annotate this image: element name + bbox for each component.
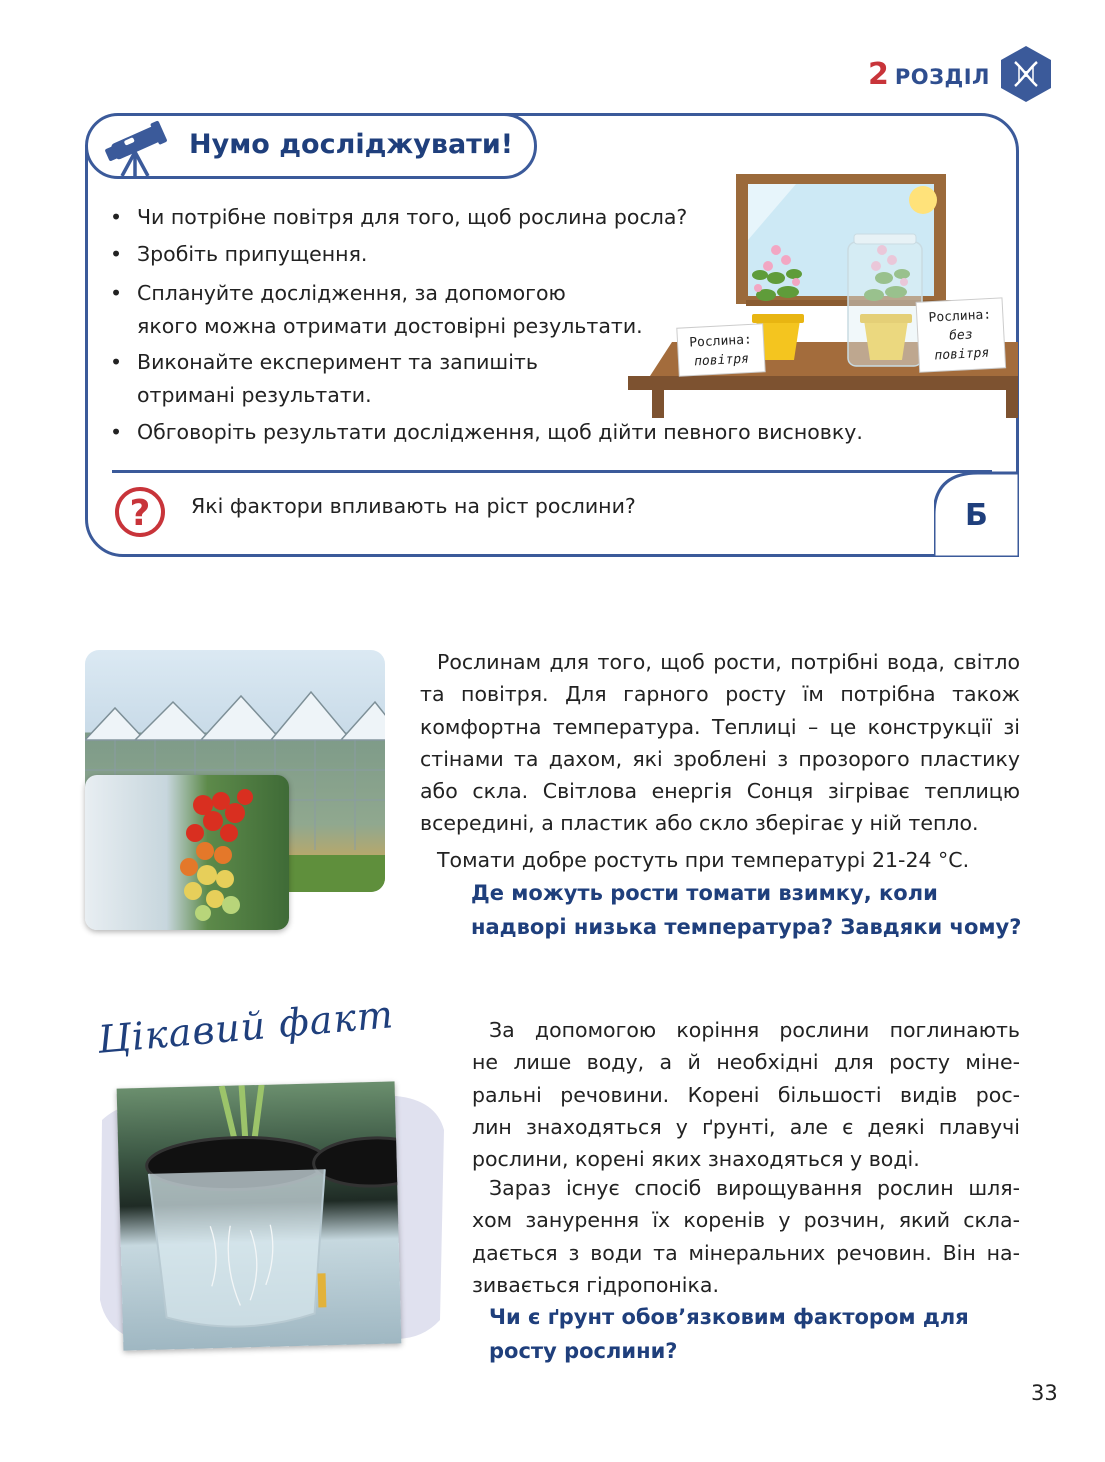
label-right-line3: повітря [934, 345, 990, 364]
fact-question [489, 1300, 969, 1368]
bullet-dot: • [110, 281, 123, 305]
paragraph-line: рослини, корені яких знаходяться у воді. [472, 1147, 920, 1172]
paragraph-line: комфортна температура. Теплиці – це конструкції зі [420, 714, 1020, 739]
page-number: 33 [1031, 1381, 1058, 1405]
paragraph-line: зивається гідропоніка. [472, 1272, 719, 1297]
telescope-icon [102, 120, 172, 178]
label-right-line2: без [948, 327, 973, 344]
bullet-dot: • [110, 242, 123, 266]
paragraph-line: хом занурення їх коренів у розчин, який скла- [472, 1208, 1020, 1233]
section-word: РОЗДІЛ [894, 64, 990, 89]
paragraph-line: стінами та дахом, які зроблені з прозорого пластику [420, 746, 1020, 771]
temperature-line: Томати добре ростуть при температурі 21-24 °С. [437, 847, 970, 872]
section-tag [868, 44, 1054, 104]
paragraph-line: дається з води та мінеральних речовин. Він на- [472, 1240, 1020, 1265]
paragraph-line: ральні речовини. Корені більшості видів рос- [472, 1082, 1020, 1107]
bullet-dot: • [110, 205, 123, 229]
bullet-dot: • [110, 420, 123, 444]
dna-icon [998, 44, 1054, 104]
paragraph-line: Зараз існує спосіб вирощування рослин шля- [489, 1176, 1020, 1200]
bullet-text: Виконайте експеримент та запишіть [137, 350, 538, 374]
corner-letter: Б [965, 498, 988, 533]
fact-paragraph-1 [472, 1014, 1020, 1175]
research-title: Нумо досліджувати! [189, 129, 514, 160]
question-line: Чи є ґрунт обов’язковим фактором для [489, 1305, 969, 1329]
paragraph-line: Рослинам для того, щоб рости, потрібні вода, світло [437, 650, 1020, 674]
section-number: 2 [868, 56, 889, 92]
tomatoes-image [85, 775, 289, 930]
label-left-line2: повітря [693, 351, 750, 370]
paragraph-line: не лише воду, а й необхідні для росту міне- [472, 1050, 1020, 1075]
bullet-text: отримані результати. [137, 383, 372, 407]
bullet-text: Обговоріть результати дослідження, щоб дійти певного висновку. [137, 420, 863, 444]
bullet-dot: • [110, 350, 123, 374]
question-mark-icon [113, 485, 167, 539]
hydroponics-image [117, 1081, 402, 1350]
paragraph-line: та повітря. Для гарного росту їм потрібна також [420, 682, 1020, 707]
svg-text:?: ? [129, 493, 151, 534]
sun-icon [909, 186, 937, 214]
bullet-text: якого можна отримати достовірні результати. [137, 314, 643, 338]
fact-paragraph-2 [472, 1172, 1020, 1301]
question-line: надворі низька температура? Завдяки чому? [471, 915, 1022, 939]
bullet-text: Чи потрібне повітря для того, щоб рослина росла? [137, 205, 688, 229]
hydroponics-photo [117, 1081, 402, 1350]
question-line: Де можуть рости томати взимку, коли [471, 881, 938, 905]
research-divider [112, 470, 992, 473]
research-question: Які фактори впливають на ріст рослини? [191, 494, 636, 518]
paragraph-line: або скла. Світлова енергія Сонця зігріває теплицю [420, 779, 1020, 804]
tomatoes-photo [85, 775, 289, 930]
experiment-illustration [626, 170, 1018, 418]
bullet-text: Зробіть припущення. [137, 242, 368, 266]
fact-title: Цікавий факт [96, 992, 396, 1062]
greenhouse-paragraph [420, 646, 1020, 876]
paragraph-line: лин знаходяться у ґрунті, але є деякі плавучі [472, 1114, 1020, 1139]
question-line: росту рослини? [489, 1339, 678, 1363]
label-right-line1: Рослина: [928, 307, 992, 326]
paragraph-line: всередині, а пластик або скло зберігає у ній тепло. [420, 811, 979, 836]
paragraph-line: За допомогою коріння рослини поглинають [489, 1018, 1020, 1042]
bullet-text: Сплануйте дослідження, за допомогою [137, 281, 566, 305]
label-left-line1: Рослина: [688, 332, 753, 351]
greenhouse-question [471, 876, 1021, 944]
